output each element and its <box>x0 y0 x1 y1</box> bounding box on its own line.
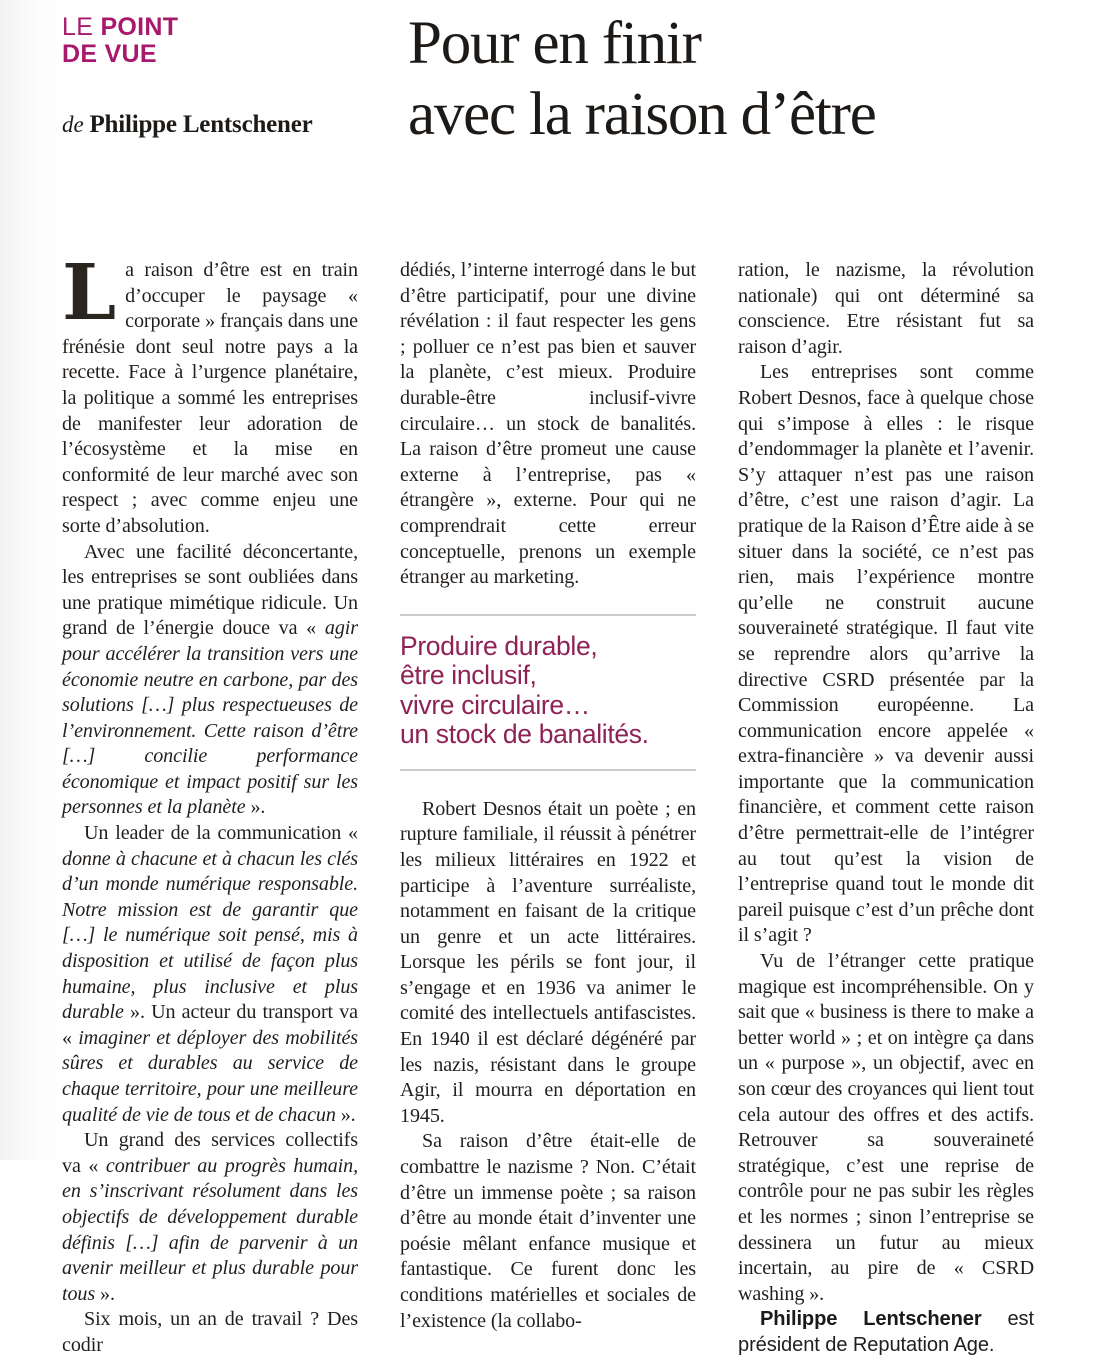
drop-cap: L <box>62 248 117 338</box>
pull-quote-line-4: un stock de banalités. <box>400 719 649 750</box>
article-body <box>62 248 1058 1356</box>
paragraph <box>62 248 358 540</box>
pull-quote-line-2: être inclusif, <box>400 660 537 691</box>
headline-line-1: Pour en finir <box>408 10 701 77</box>
paragraph <box>62 540 358 822</box>
paragraph <box>62 821 358 1128</box>
kicker-point: POINT <box>100 13 179 41</box>
paragraph-text: Un grand des services collectifs va « <box>62 1129 358 1177</box>
pull-quote <box>400 614 696 771</box>
article-column-1 <box>62 248 359 1356</box>
quote-italic: donne à chacune et à chacun les clés d’un monde numérique responsable. Notre mission est de garantir que […] le numérique soit pensé, mis à disposition et utilisé de façon plus humaine, plus inclusive et plus durable <box>62 847 358 1024</box>
masthead <box>62 14 382 139</box>
byline-top <box>62 111 382 139</box>
paragraph-text: a raison d’être est en train d’occuper le paysage « corporate » français dans une frénésie dont seul notre pays a la recette. Face à l’urgence planétaire, la politique a sommé les entreprises de manifester leur adoration de l’écosystème et la mise en conformité de leur marché avec son respect ; avec comme enjeu une sorte d’absolution. <box>62 259 358 537</box>
kicker-le: LE <box>62 13 101 41</box>
paragraph: dédiés, l’interne interrogé dans le but d’être participatif, pour une divine révélation : il faut respecter les gens ; polluer ce n’est pas bien et sauver la planète, c’est mieux. Produire durable-être inclusif-vivre circulaire… un stock de banalités. La raison d’être promeut une cause externe à l’entreprise, pas « étrangère », externe. Pour qui ne comprendrait cette erreur conceptuelle, prenons un exemple étranger au marketing. <box>400 259 696 589</box>
paragraph <box>62 1128 358 1307</box>
paragraph: Sa raison d’être était-elle de combattre le nazisme ? Non. C’était d’être un immense poète ; sa raison d’être au monde était d’inventer une poésie mêlant enfance musique et fantastique. Ce furent donc les conditions matérielles et sociales de l’existence (la collabo- <box>400 1130 696 1332</box>
paragraph-text: ». Un acteur du transport va « <box>62 1001 358 1049</box>
section-kicker <box>62 14 382 68</box>
article-column-3 <box>738 258 1034 1356</box>
author-bio-name: Philippe Lentschener <box>760 1308 982 1331</box>
author-bio <box>738 1307 1034 1358</box>
paragraph-text: ». <box>95 1282 115 1305</box>
quote-italic: agir pour accélérer la transition vers une économie neutre en carbone, par des solutions […] plus respectueuses de l’environnement. Cette raison d’être […] concilie performance économique et impact positif sur les personnes et la planète <box>62 617 358 819</box>
pull-quote-text <box>400 632 696 750</box>
quote-italic: imaginer et déployer des mobilités sûres et durables au service de chaque territoire, pour une meilleure qualité de vie de tous et de chacun <box>62 1026 358 1126</box>
quote-italic: contribuer au progrès humain, en s’inscrivant résolument dans les objectifs de développement durable définis […] afin de parvenir à un avenir meilleur et plus durable pour tous <box>62 1154 359 1305</box>
paragraph: Six mois, un an de travail ? Des codir <box>62 1308 358 1356</box>
paragraph-text: Un leader de la communication « <box>84 822 358 845</box>
paragraph: Vu de l’étranger cette pratique magique est incompréhensible. On y sait que « business is there to make a better world » ; et on intègre ça dans un « purpose », un objectif, avec en son cœur des croyances qui lient tout cela autour des offres et des actifs. Retrouver sa souveraineté stratégique, c’est une reprise de contrôle pour ne pas subir les règles et les normes ; sinon l’entreprise se dessinera un futur au mieux incertain, au pire de « CSRD washing ». <box>738 950 1034 1305</box>
paragraph-text: ». <box>335 1103 356 1126</box>
byline-prefix: de <box>62 112 90 137</box>
pull-quote-line-3: vivre circulaire… <box>400 689 590 720</box>
page-title <box>408 8 1068 151</box>
paragraph-text: Avec une facilité déconcertante, les entreprises se sont oubliées dans une pratique mimétique ridicule. Un grand de l’énergie douce va « <box>62 540 358 640</box>
article-column-2 <box>400 258 696 1332</box>
byline-author: Philippe Lentschener <box>89 111 313 138</box>
headline-line-2: avec la raison d’être <box>408 81 876 149</box>
paragraph: Les entreprises sont comme Robert Desnos, face à quelque chose qui s’impose à elles : le risque d’endommager la planète et l’avenir. S’y attaquer n’est pas une raison d’être, c’est une raison d’agir. La pratique de la Raison d’Être aide à se situer dans la société, ce n’est pas rien, mais l’expérience montre qu’elle ne construit aucune souveraineté stratégique. Il faut vite se reprendre alors qu’arrive la directive CSRD présentée par la Commission européenne. La communication encore appelée « extra-financière » va devenir aussi importante que la communication financière, et comment cette raison d’être permettrait-elle de l’intégrer au tout qu’est la vision de l’entreprise quand tout le monde dit pareil puisque c’est d’un prêche dont il s’agit ? <box>738 361 1034 947</box>
paragraph-text: ». <box>245 796 266 819</box>
author-bio-text: est président de Reputation Age. <box>738 1308 1034 1356</box>
paragraph: Robert Desnos était un poète ; en rupture familiale, il réussit à pénétrer les milieux littéraires en 1922 et participe à l’aventure surréaliste, notamment en faisant de la critique un genre et un acte littéraires. Lorsque les périls se font jour, il s’engage et en 1936 va animer le comité des intellectuels antifascistes. En 1940 il est déclaré dégénéré par les nazis, résistant dans le groupe Agir, il mourra en déportation en 1945. <box>400 797 696 1127</box>
paragraph: ration, le nazisme, la révolution nationale) qui ont déterminé sa conscience. Etre résistant fut sa raison d’agir. <box>738 259 1034 358</box>
pull-quote-line-1: Produire durable, <box>400 630 598 661</box>
kicker-de-vue: DE VUE <box>62 40 157 68</box>
